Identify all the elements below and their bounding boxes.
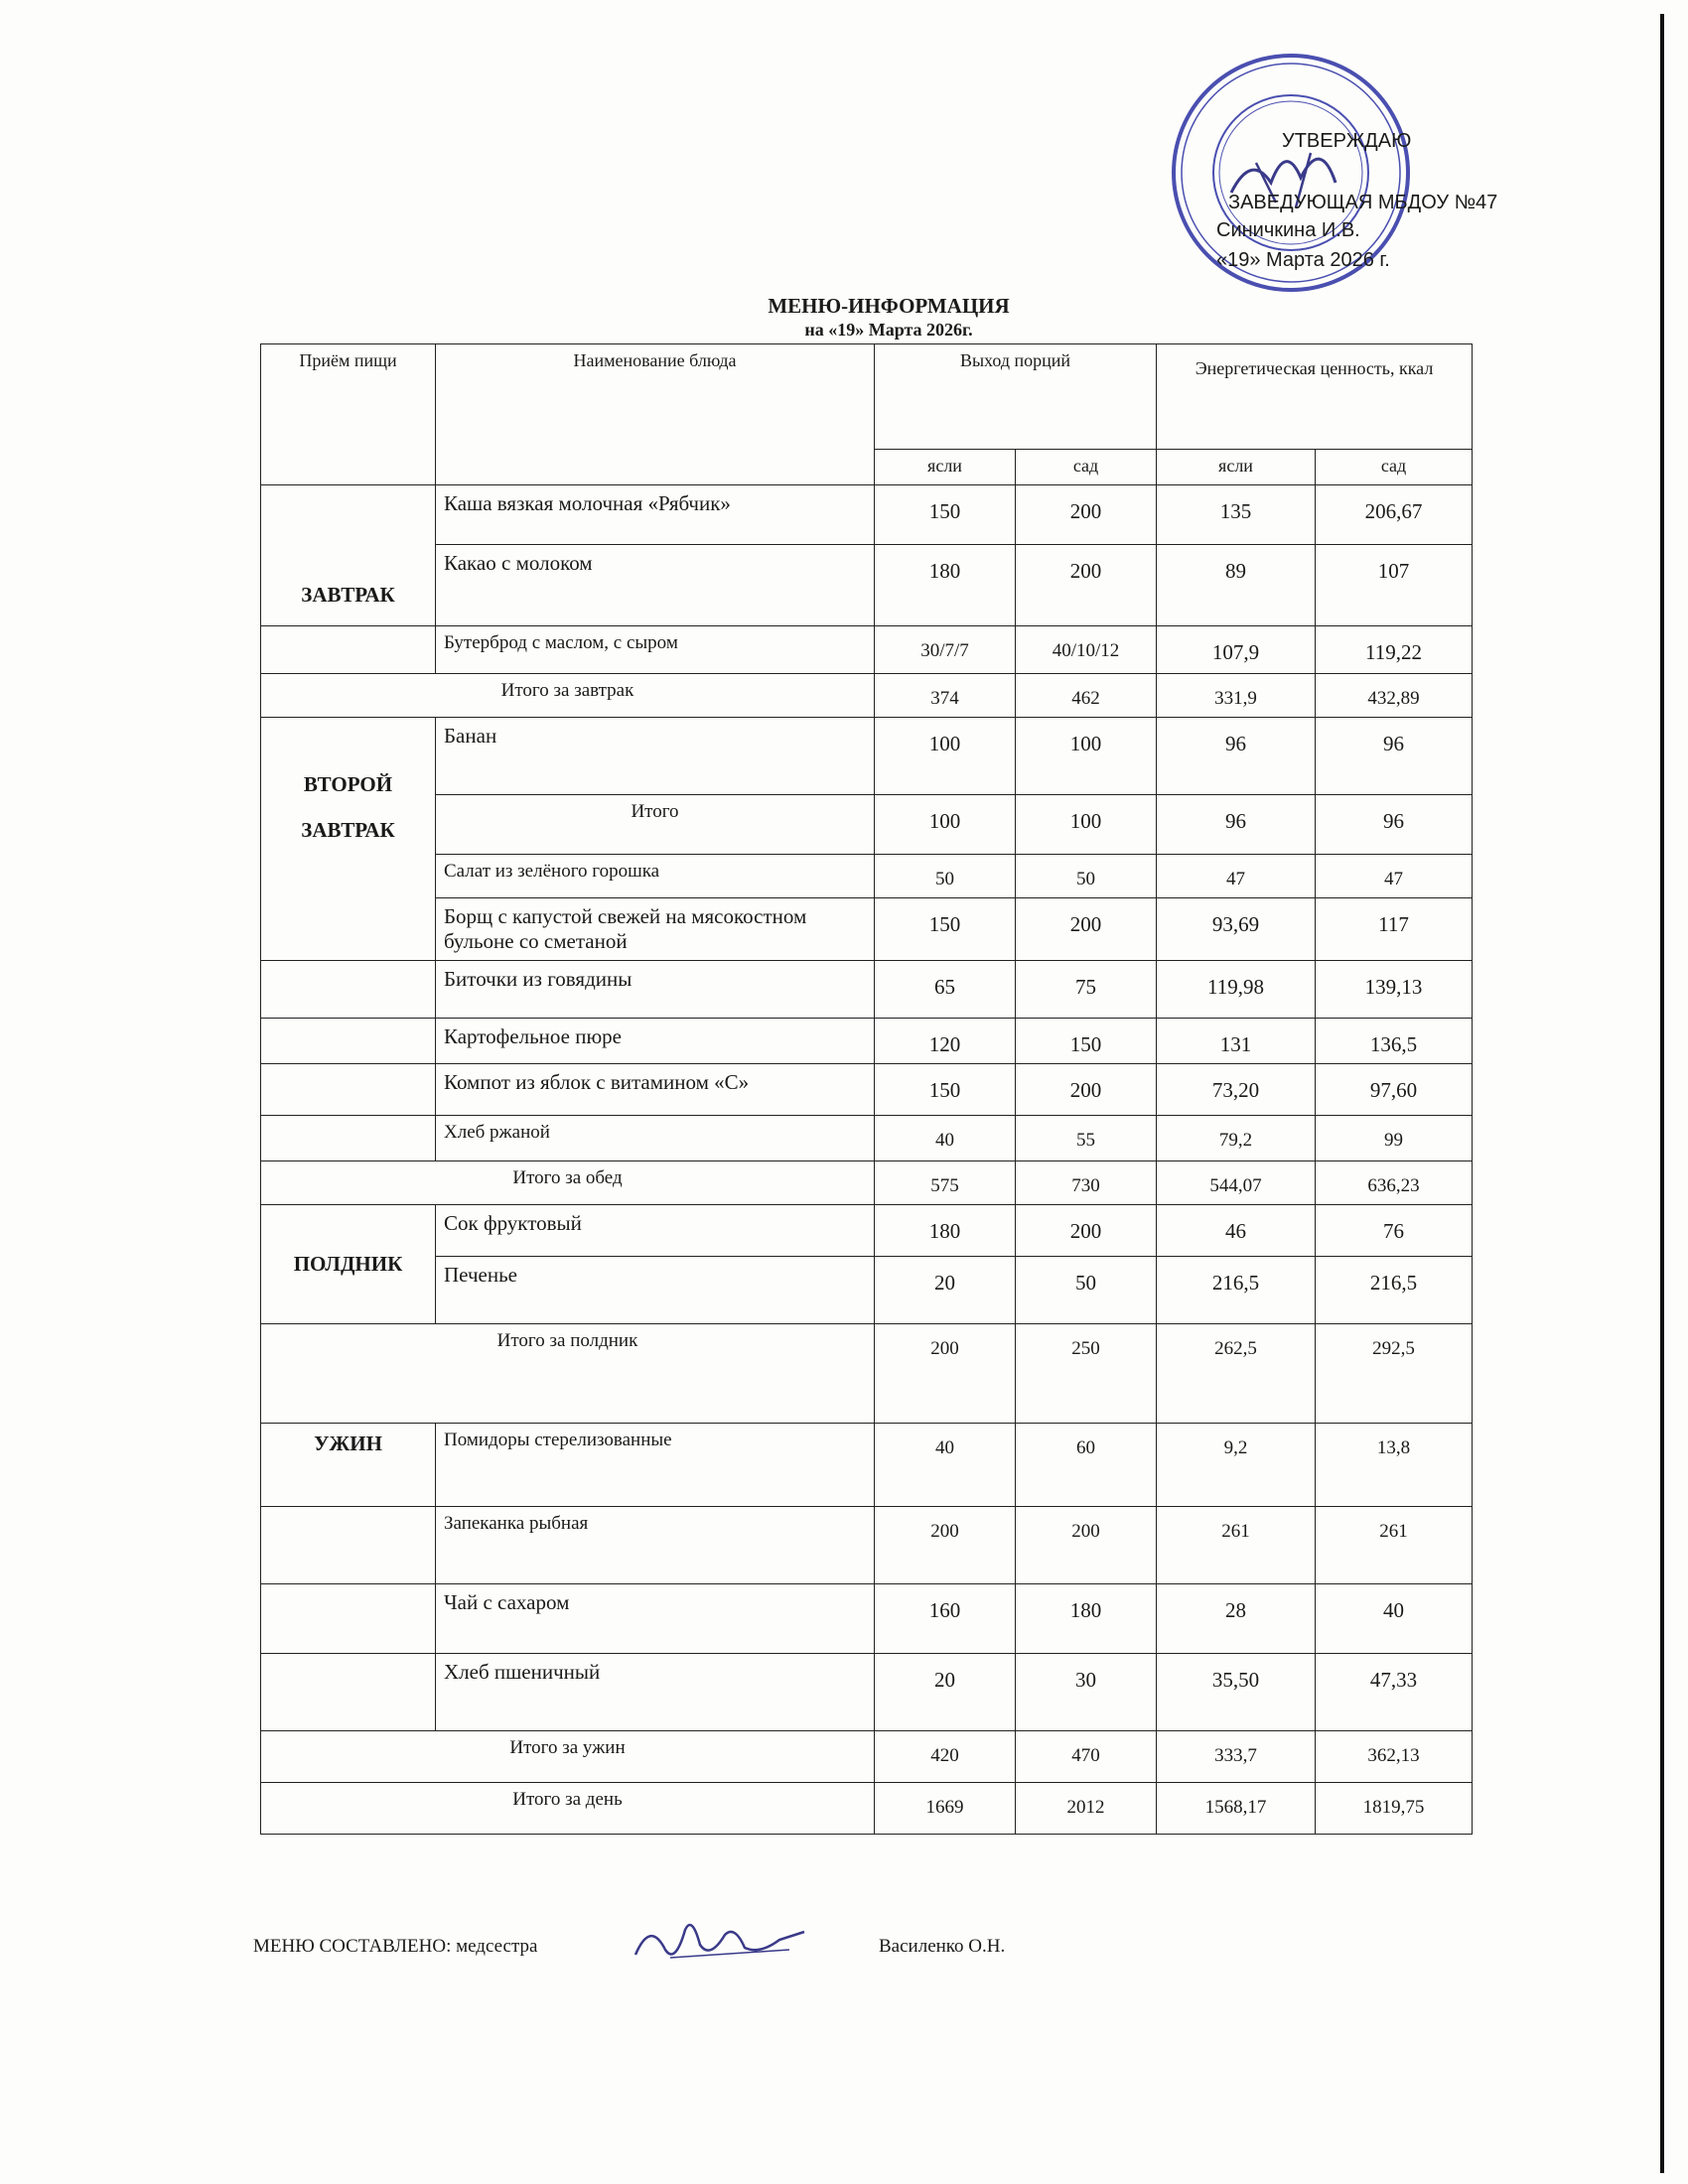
meal-cell-empty <box>261 1019 436 1064</box>
dish-name: Бутерброд с маслом, с сыром <box>436 626 875 674</box>
cell-value: 1669 <box>875 1783 1016 1835</box>
header-energy: Энергетическая ценность, ккал <box>1157 344 1473 450</box>
cell-value: 180 <box>875 545 1016 626</box>
cell-value: 107,9 <box>1157 626 1316 674</box>
cell-value: 100 <box>1016 718 1157 795</box>
cell-value: 131 <box>1157 1019 1316 1064</box>
cell-value: 462 <box>1016 674 1157 718</box>
meal-second-breakfast-line2: ЗАВТРАК <box>301 818 395 842</box>
cell-value: 216,5 <box>1316 1257 1473 1324</box>
table-row <box>261 1257 1473 1324</box>
table-row <box>261 626 1473 674</box>
document-subtitle: на «19» Марта 2026г. <box>804 320 973 340</box>
cell-value: 120 <box>875 1019 1016 1064</box>
cell-value: 20 <box>875 1654 1016 1731</box>
approval-line-2: ЗАВЕДУЮЩАЯ МБДОУ №47 <box>1228 192 1498 213</box>
header-garden-portions: сад <box>1016 450 1157 485</box>
cell-value: 636,23 <box>1316 1161 1473 1205</box>
cell-value: 200 <box>875 1324 1016 1424</box>
cell-value: 292,5 <box>1316 1324 1473 1424</box>
cell-value: 100 <box>875 718 1016 795</box>
dish-name: Помидоры стерелизованные <box>436 1424 875 1507</box>
table-row <box>261 718 1473 795</box>
meal-cell-empty <box>261 1116 436 1161</box>
cell-value: 150 <box>875 485 1016 545</box>
cell-value: 9,2 <box>1157 1424 1316 1507</box>
table-row <box>261 1584 1473 1654</box>
cell-value: 119,98 <box>1157 961 1316 1019</box>
cell-value: 13,8 <box>1316 1424 1473 1507</box>
cell-value: 135 <box>1157 485 1316 545</box>
cell-value: 331,9 <box>1157 674 1316 718</box>
signature <box>631 1910 809 1970</box>
cell-value: 79,2 <box>1157 1116 1316 1161</box>
cell-value: 420 <box>875 1731 1016 1783</box>
cell-value: 216,5 <box>1157 1257 1316 1324</box>
cell-value: 200 <box>1016 1205 1157 1257</box>
meal-cell-empty <box>261 1507 436 1584</box>
cell-value: 200 <box>1016 485 1157 545</box>
dish-name: Компот из яблок с витамином «С» <box>436 1064 875 1116</box>
approval-line-3: Синичкина И.В. <box>1216 219 1360 241</box>
cell-value: 200 <box>1016 1507 1157 1584</box>
cell-value: 470 <box>1016 1731 1157 1783</box>
cell-value: 136,5 <box>1316 1019 1473 1064</box>
dish-name: Банан <box>436 718 875 795</box>
cell-value: 261 <box>1157 1507 1316 1584</box>
meal-cell-empty <box>261 961 436 1019</box>
cell-value: 93,69 <box>1157 898 1316 961</box>
table-row <box>261 1654 1473 1731</box>
cell-value: 89 <box>1157 545 1316 626</box>
approval-line-1: УТВЕРЖДАЮ <box>1282 130 1412 152</box>
dish-name: Печенье <box>436 1257 875 1324</box>
meal-cell-empty <box>261 1584 436 1654</box>
total-row <box>261 1783 1473 1835</box>
cell-value: 374 <box>875 674 1016 718</box>
table-row <box>261 1205 1473 1257</box>
cell-value: 117 <box>1316 898 1473 961</box>
table-row <box>261 1116 1473 1161</box>
cell-value: 47 <box>1316 855 1473 898</box>
meal-cell-empty <box>261 626 436 674</box>
table-header-row <box>261 344 1473 450</box>
dish-name: Чай с сахаром <box>436 1584 875 1654</box>
cell-value: 139,13 <box>1316 961 1473 1019</box>
cell-value: 180 <box>875 1205 1016 1257</box>
total-label: Итого за полдник <box>261 1324 875 1424</box>
total-label: Итого за ужин <box>261 1731 875 1783</box>
table-row <box>261 795 1473 855</box>
table-row <box>261 898 1473 961</box>
header-dish: Наименование блюда <box>436 344 875 485</box>
cell-value: 96 <box>1157 718 1316 795</box>
table-row <box>261 545 1473 626</box>
cell-value: 200 <box>875 1507 1016 1584</box>
header-portions: Выход порций <box>875 344 1157 450</box>
cell-value: 40/10/12 <box>1016 626 1157 674</box>
table-row <box>261 1507 1473 1584</box>
cell-value: 206,67 <box>1316 485 1473 545</box>
cell-value: 575 <box>875 1161 1016 1205</box>
dish-name: Сок фруктовый <box>436 1205 875 1257</box>
total-row <box>261 1731 1473 1783</box>
cell-value: 1819,75 <box>1316 1783 1473 1835</box>
total-label: Итого за день <box>261 1783 875 1835</box>
cell-value: 20 <box>875 1257 1016 1324</box>
cell-value: 200 <box>1016 545 1157 626</box>
total-row <box>261 1161 1473 1205</box>
cell-value: 96 <box>1316 718 1473 795</box>
cell-value: 46 <box>1157 1205 1316 1257</box>
header-nursery-portions: ясли <box>875 450 1016 485</box>
header-nursery-energy: ясли <box>1157 450 1316 485</box>
cell-value: 432,89 <box>1316 674 1473 718</box>
dish-name: Салат из зелёного горошка <box>436 855 875 898</box>
cell-value: 150 <box>1016 1019 1157 1064</box>
cell-value: 30/7/7 <box>875 626 1016 674</box>
cell-value: 73,20 <box>1157 1064 1316 1116</box>
cell-value: 96 <box>1157 795 1316 855</box>
cell-value: 75 <box>1016 961 1157 1019</box>
cell-value: 1568,17 <box>1157 1783 1316 1835</box>
dish-name: Борщ с капустой свежей на мясокостном бульоне со сметаной <box>436 898 875 961</box>
cell-value: 47 <box>1157 855 1316 898</box>
cell-value: 50 <box>875 855 1016 898</box>
cell-value: 730 <box>1016 1161 1157 1205</box>
cell-value: 40 <box>875 1116 1016 1161</box>
cell-value: 107 <box>1316 545 1473 626</box>
subtotal-label: Итого <box>436 795 875 855</box>
cell-value: 30 <box>1016 1654 1157 1731</box>
cell-value: 250 <box>1016 1324 1157 1424</box>
header-garden-energy: сад <box>1316 450 1473 485</box>
cell-value: 96 <box>1316 795 1473 855</box>
page-edge <box>1660 14 1664 2173</box>
meal-cell-empty <box>261 1654 436 1731</box>
menu-table <box>260 343 1473 1835</box>
dish-name: Биточки из говядины <box>436 961 875 1019</box>
cell-value: 76 <box>1316 1205 1473 1257</box>
cell-value: 333,7 <box>1157 1731 1316 1783</box>
table-row <box>261 855 1473 898</box>
cell-value: 100 <box>1016 795 1157 855</box>
cell-value: 544,07 <box>1157 1161 1316 1205</box>
table-row <box>261 961 1473 1019</box>
cell-value: 40 <box>875 1424 1016 1507</box>
cell-value: 60 <box>1016 1424 1157 1507</box>
table-row <box>261 1424 1473 1507</box>
cell-value: 97,60 <box>1316 1064 1473 1116</box>
footer-label: МЕНЮ СОСТАВЛЕНО: медсестра <box>253 1936 538 1957</box>
dish-name: Хлеб пшеничный <box>436 1654 875 1731</box>
meal-second-breakfast <box>261 718 436 961</box>
total-row <box>261 1324 1473 1424</box>
meal-dinner: УЖИН <box>261 1424 436 1507</box>
cell-value: 262,5 <box>1157 1324 1316 1424</box>
cell-value: 99 <box>1316 1116 1473 1161</box>
cell-value: 200 <box>1016 1064 1157 1116</box>
cell-value: 362,13 <box>1316 1731 1473 1783</box>
table-row <box>261 1019 1473 1064</box>
cell-value: 28 <box>1157 1584 1316 1654</box>
dish-name: Хлеб ржаной <box>436 1116 875 1161</box>
cell-value: 160 <box>875 1584 1016 1654</box>
dish-name: Какао с молоком <box>436 545 875 626</box>
cell-value: 35,50 <box>1157 1654 1316 1731</box>
meal-breakfast: ЗАВТРАК <box>261 485 436 626</box>
table-row <box>261 485 1473 545</box>
total-row <box>261 674 1473 718</box>
cell-value: 100 <box>875 795 1016 855</box>
cell-value: 40 <box>1316 1584 1473 1654</box>
cell-value: 55 <box>1016 1116 1157 1161</box>
meal-second-breakfast-line1: ВТОРОЙ <box>303 772 393 796</box>
cell-value: 150 <box>875 898 1016 961</box>
cell-value: 50 <box>1016 855 1157 898</box>
cell-value: 150 <box>875 1064 1016 1116</box>
meal-snack: ПОЛДНИК <box>261 1205 436 1324</box>
footer-name: Василенко О.Н. <box>879 1936 1006 1957</box>
cell-value: 2012 <box>1016 1783 1157 1835</box>
header-meal: Приём пищи <box>261 344 436 485</box>
total-label: Итого за завтрак <box>261 674 875 718</box>
dish-name: Каша вязкая молочная «Рябчик» <box>436 485 875 545</box>
cell-value: 200 <box>1016 898 1157 961</box>
meal-cell-empty <box>261 1064 436 1116</box>
cell-value: 119,22 <box>1316 626 1473 674</box>
cell-value: 50 <box>1016 1257 1157 1324</box>
approval-line-4: «19» Марта 2026 г. <box>1216 249 1390 271</box>
document-title: МЕНЮ-ИНФОРМАЦИЯ <box>768 294 1010 318</box>
total-label: Итого за обед <box>261 1161 875 1205</box>
cell-value: 180 <box>1016 1584 1157 1654</box>
cell-value: 65 <box>875 961 1016 1019</box>
dish-name: Запеканка рыбная <box>436 1507 875 1584</box>
cell-value: 261 <box>1316 1507 1473 1584</box>
table-row <box>261 1064 1473 1116</box>
dish-name: Картофельное пюре <box>436 1019 875 1064</box>
cell-value: 47,33 <box>1316 1654 1473 1731</box>
